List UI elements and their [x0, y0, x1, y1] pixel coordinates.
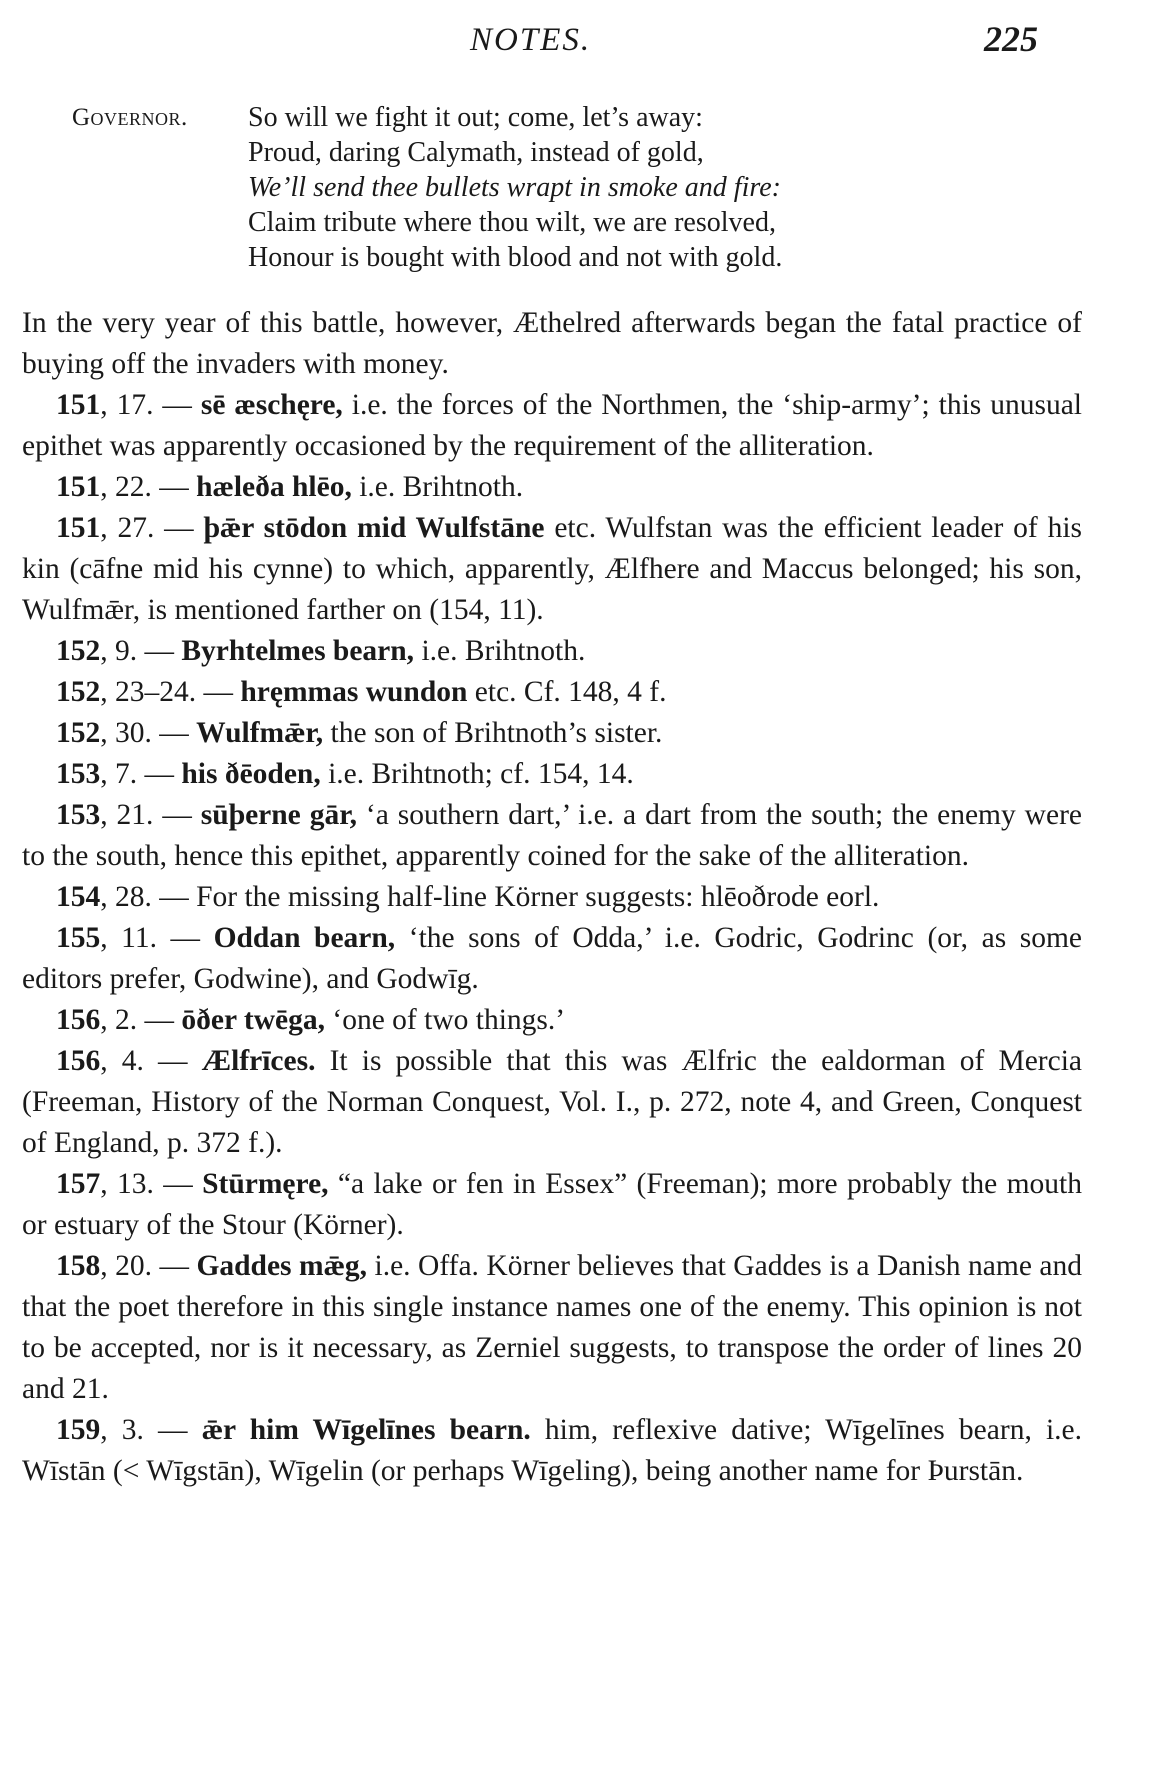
notes-body: [22, 303, 1082, 1492]
note-line-ref: , 30. —: [100, 717, 197, 749]
note-page-ref: 152: [56, 635, 101, 667]
note-text: etc. Cf. 148, 4 f.: [467, 676, 667, 708]
note-text: i.e. Brihtnoth.: [414, 635, 586, 667]
note-entry: [22, 918, 1082, 1000]
note-text: the son of Brihtnoth’s sister.: [323, 717, 663, 749]
note-term: hręmmas wundon: [240, 676, 468, 708]
note-page-ref: 156: [56, 1004, 101, 1036]
note-term: Wulfmǣr,: [196, 717, 324, 749]
verse-line: We’ll send thee bullets wrapt in smoke and fire:: [248, 172, 781, 203]
note-entry: [22, 877, 1082, 918]
note-entry: [22, 1164, 1082, 1246]
note-line-ref: , 21. —: [100, 799, 201, 831]
note-line-ref: , 17. —: [100, 389, 201, 421]
note-page-ref: 155: [56, 922, 101, 954]
intro-paragraph: In the very year of this battle, however, Æthelred afterwards began the fatal practice of buying off the invaders with money.: [22, 307, 1082, 380]
note-line-ref: , 13. —: [100, 1168, 203, 1200]
note-entry: [22, 754, 1082, 795]
note-line-ref: , 27. —: [100, 512, 204, 544]
note-term: his ðēoden,: [181, 758, 321, 790]
note-term: Stūrmęre,: [202, 1168, 329, 1200]
note-page-ref: 151: [56, 471, 101, 503]
note-term: ǣr him Wīgelīnes bearn.: [201, 1414, 531, 1446]
note-line-ref: , 9. —: [100, 635, 182, 667]
note-text: i.e. the forces of the Northmen, the ‘ship-army’; this unusual epithet was apparently occasioned by the requirement of the alliteration.: [22, 389, 1082, 462]
note-line-ref: , 22. —: [100, 471, 197, 503]
note-page-ref: 154: [56, 881, 101, 913]
note-term: þǣr stōdon mid Wulfstāne: [203, 512, 545, 544]
note-line-ref: , 20. —: [100, 1250, 197, 1282]
note-entry: [22, 467, 1082, 508]
note-line-ref: , 7. —: [100, 758, 182, 790]
note-term: Oddan bearn,: [213, 922, 396, 954]
note-entry: [22, 1246, 1082, 1410]
note-text: i.e. Brihtnoth.: [351, 471, 524, 503]
note-text: ‘the sons of Odda,’ i.e. Godric, Godrinc (or, as some editors prefer, Godwine), and Godwīg.: [22, 922, 1082, 995]
note-page-ref: 153: [56, 799, 101, 831]
verse-line: So will we fight it out; come, let’s away:: [248, 102, 703, 133]
speaker-name: Governor.: [72, 104, 188, 131]
note-page-ref: 157: [56, 1168, 101, 1200]
note-line-ref: , 11. —: [100, 922, 214, 954]
note-term: hæleða hlēo,: [196, 471, 352, 503]
page-number: 225: [984, 19, 1038, 59]
note-line-ref: , 2. —: [100, 1004, 182, 1036]
note-term: Ælfrīces.: [201, 1045, 316, 1077]
note-entry: [22, 1410, 1082, 1492]
note-line-ref: , 3. —: [100, 1414, 202, 1446]
note-text: i.e. Offa. Körner believes that Gaddes is a Danish name and that the poet therefore in this single instance names one of the enemy. This opinion is not to be accepted, nor is it necessary, as Zerniel suggests, to transpose the order of lines 20 and 21.: [22, 1250, 1082, 1405]
note-entry: [22, 672, 1082, 713]
note-text: ‘one of two things.’: [325, 1004, 566, 1036]
running-title: NOTES.: [470, 22, 592, 58]
note-line-ref: , 4. —: [100, 1045, 202, 1077]
note-text: i.e. Brihtnoth; cf. 154, 14.: [320, 758, 634, 790]
note-term: Byrhtelmes bearn,: [181, 635, 415, 667]
note-entry: [22, 385, 1082, 467]
note-entry: [22, 1041, 1082, 1164]
running-head: [0, 18, 1158, 68]
notes-list: [22, 385, 1082, 1492]
note-page-ref: 159: [56, 1414, 101, 1446]
verse-line: Honour is bought with blood and not with gold.: [248, 242, 783, 273]
note-line-ref: , 23–24. —: [100, 676, 241, 708]
note-text: For the missing half-line Körner suggests: hlēoðrode eorl.: [196, 881, 880, 913]
note-entry: [22, 795, 1082, 877]
verse-line: Claim tribute where thou wilt, we are resolved,: [248, 207, 776, 238]
note-text: ‘a southern dart,’ i.e. a dart from the south; the enemy were to the south, hence this epithet, apparently coined for the sake of the alliteration.: [22, 799, 1082, 872]
note-term: Gaddes mǣg,: [196, 1250, 368, 1282]
verse-line: Proud, daring Calymath, instead of gold,: [248, 137, 704, 168]
note-text: “a lake or fen in Essex” (Freeman); more probably the mouth or estuary of the Stour (Körner).: [22, 1168, 1082, 1241]
note-term: sūþerne gār,: [200, 799, 357, 831]
note-page-ref: 151: [56, 389, 101, 421]
note-entry: [22, 713, 1082, 754]
note-entry: [22, 631, 1082, 672]
verse-lines: [248, 100, 782, 275]
note-term: sē æschęre,: [200, 389, 343, 421]
note-text: It is possible that this was Ælfric the ealdorman of Mercia (Freeman, History of the Norman Conquest, Vol. I., p. 272, note 4, and Green, Conquest of England, p. 372 f.).: [22, 1045, 1082, 1159]
note-text: etc. Wulfstan was the efficient leader of his kin (cāfne mid his cynne) to which, apparently, Ælfhere and Maccus belonged; his son, Wulfmǣr, is mentioned farther on (154, 11).: [22, 512, 1083, 626]
note-page-ref: 152: [56, 717, 101, 749]
note-page-ref: 151: [56, 512, 101, 544]
note-page-ref: 153: [56, 758, 101, 790]
note-entry: [22, 508, 1082, 631]
note-page-ref: 156: [56, 1045, 101, 1077]
note-line-ref: , 28. —: [100, 881, 197, 913]
note-entry: [22, 1000, 1082, 1041]
note-page-ref: 152: [56, 676, 101, 708]
note-page-ref: 158: [56, 1250, 101, 1282]
note-text: him, reflexive dative; Wīgelīnes bearn, i.e. Wīstān (< Wīgstān), Wīgelin (or perhaps Wīgeling), being another name for Þurstān.: [22, 1414, 1083, 1487]
note-term: ōðer twēga,: [181, 1004, 326, 1036]
